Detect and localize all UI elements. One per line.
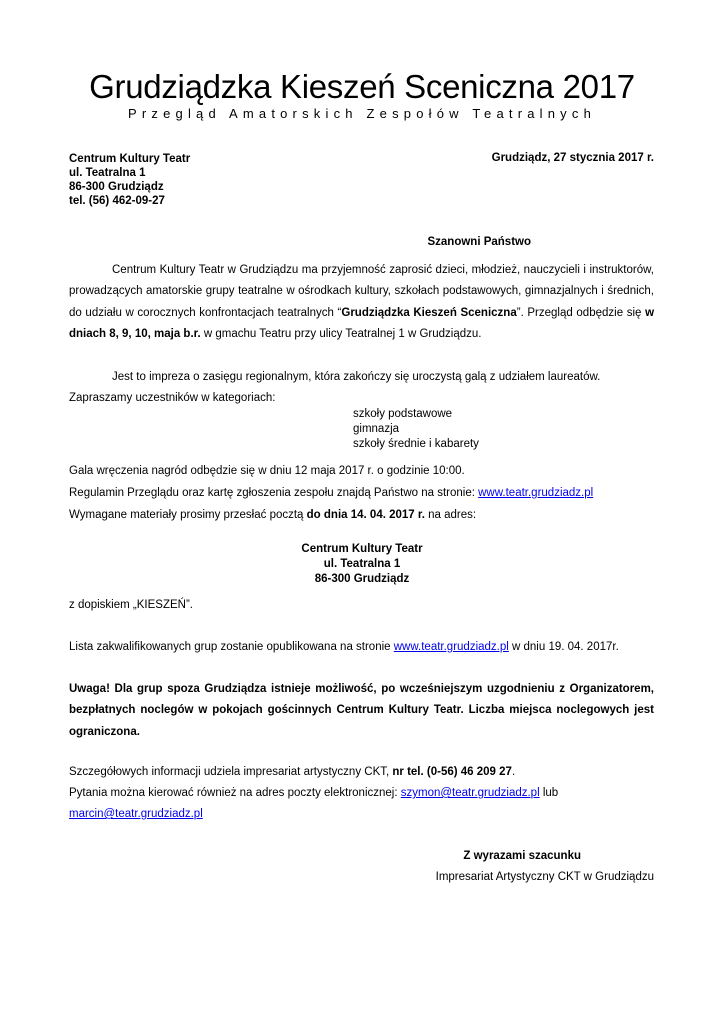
info-line (69, 766, 515, 778)
invitation-paragraph (69, 260, 654, 346)
sender-city: 86-300 Grudziądz (69, 181, 164, 193)
contact-phone: nr tel. (0-56) 46 209 27 (392, 766, 512, 778)
rules-line (69, 487, 593, 499)
categories-list (353, 407, 479, 452)
paragraph1-text-c: ”. Przegląd odbędzie się (516, 306, 646, 319)
festival-name: Grudziądzka Kieszeń Sceniczna (341, 306, 517, 319)
regional-paragraph (69, 367, 654, 410)
email-line (69, 787, 558, 799)
address-name: Centrum Kultury Teatr (301, 543, 423, 555)
list-text-a: Lista zakwalifikowanych grup zostanie opublikowana na stronie (69, 641, 394, 653)
list-line (69, 641, 619, 653)
paragraph1-text-a: Centrum Kultury Teatr w Grudziądzu ma przyjemność zaprosić dzieci, młodzież, nauczycieli i instruktorów, prowadzących amatorskie grupy teatralne w ośrodkach kultury, szkołach podstawowych, gimnazjalnych i średnich, do udziału w corocznych konfrontacjach teatralnych “ (69, 264, 654, 319)
email-line-2 (69, 808, 203, 820)
website-link[interactable]: www.teatr.grudziadz.pl (478, 487, 594, 499)
email-text-b: lub (539, 787, 559, 799)
mailing-address (0, 542, 724, 587)
rules-text: Regulamin Przeglądu oraz kartę zgłoszenia zespołu znajdą Państwo na stronie: (69, 487, 479, 499)
sender-street: ul. Teatralna 1 (69, 167, 146, 179)
sender-phone: tel. (56) 462-09-27 (69, 195, 165, 207)
regional-line: Jest to impreza o zasięgu regionalnym, która zakończy się uroczystą galą z udziałem laureatów. (112, 371, 601, 383)
categories-intro: Zapraszamy uczestników w kategoriach: (69, 392, 276, 405)
paragraph1-text-e: w gmachu Teatru przy ulicy Teatralnej 1 w Grudziądzu. (200, 328, 482, 341)
category-item: gimnazja (353, 423, 400, 435)
info-text-a: Szczegółowych informacji udziela impresariat artystyczny CKT, (69, 766, 393, 778)
salutation: Szanowni Państwo (427, 236, 531, 248)
gala-line: Gala wręczenia nagród odbędzie się w dniu 12 maja 2017 r. o godzinie 10:00. (69, 465, 465, 477)
address-city: 86-300 Grudziądz (314, 573, 410, 585)
email-link-szymon[interactable]: szymon@teatr.grudziadz.pl (400, 787, 540, 799)
signature: Impresariat Artystyczny CKT w Grudziądzu (435, 871, 654, 883)
email-link-marcin[interactable]: marcin@teatr.grudziadz.pl (69, 808, 203, 820)
deadline-date: do dnia 14. 04. 2017 r. (306, 509, 425, 521)
document-subtitle: Przegląd Amatorskich Zespołów Teatralnych (127, 106, 597, 121)
materials-text-a: Wymagane materiały prosimy przesłać pocztą (69, 509, 307, 521)
sender-name: Centrum Kultury Teatr (69, 153, 191, 165)
email-text-a: Pytania można kierować również na adres poczty elektronicznej: (69, 787, 401, 799)
list-text-b: w dniu 19. 04. 2017r. (508, 641, 619, 653)
letter-date: Grudziądz, 27 stycznia 2017 r. (491, 152, 654, 164)
materials-line (69, 509, 476, 521)
accommodation-notice: Uwaga! Dla grup spoza Grudziądza istnieje możliwość, po wcześniejszym uzgodnieniu z Organizatorem, bezpłatnych noclegów w pokojach gościnnych Centrum Kultury Teatr. Liczba miejsca noclegowych jest ograniczona. (69, 683, 654, 738)
address-street: ul. Teatralna 1 (323, 558, 401, 570)
website-link[interactable]: www.teatr.grudziadz.pl (393, 641, 509, 653)
annotation-line: z dopiskiem „KIESZEŃ”. (69, 599, 193, 611)
document-title: Grudziądzka Kieszeń Sceniczna 2017 (89, 68, 635, 105)
info-text-c: . (511, 766, 516, 778)
category-item: szkoły podstawowe (353, 408, 453, 420)
festival-dates: w dniach 8, 9, 10, maja b.r. (69, 306, 655, 341)
closing-phrase: Z wyrazami szacunku (463, 850, 581, 862)
sender-address (69, 152, 190, 208)
category-item: szkoły średnie i kabarety (353, 438, 479, 450)
materials-text-c: na adres: (424, 509, 477, 521)
